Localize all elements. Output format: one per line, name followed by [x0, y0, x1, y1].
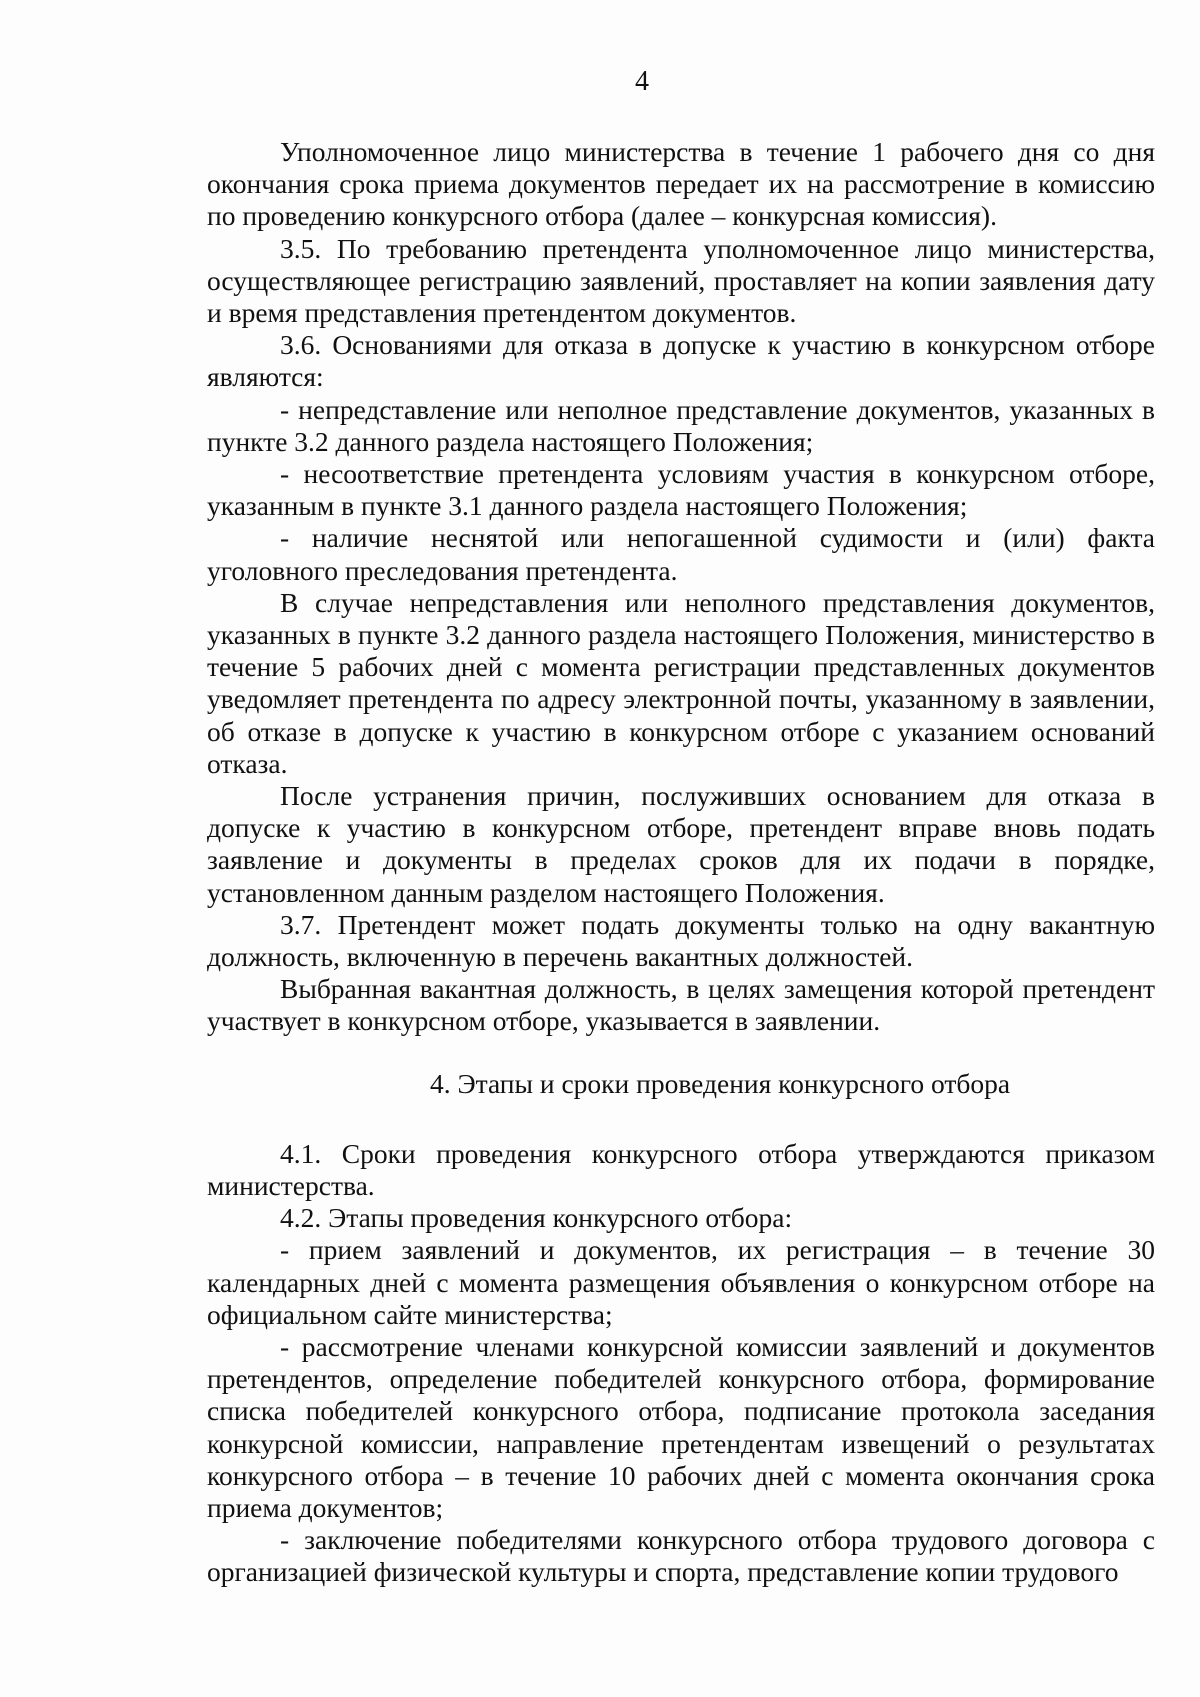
page-number: 4 [635, 66, 649, 97]
paragraph: 3.6. Основаниями для отказа в допуске к участию в конкурсном отборе являются: [207, 329, 1155, 393]
list-item: - непредставление или неполное представление документов, указанных в пункте 3.2 данного раздела настоящего Положения; [207, 393, 1155, 457]
list-item: - заключение победителями конкурсного отбора трудового договора с организацией физической культуры и спорта, представление копии трудового [207, 1524, 1155, 1588]
section-heading: 4. Этапы и сроки проведения конкурсного отбора [429, 1067, 1011, 1099]
paragraph: 4.1. Сроки проведения конкурсного отбора утверждаются приказом министерства. [207, 1137, 1155, 1201]
paragraph: После устранения причин, послуживших основанием для отказа в допуске к участию в конкурсном отборе, претендент вправе вновь подать заявление и документы в пределах сроков для их подачи в порядке, установленном данным разделом настоящего Положения. [207, 780, 1155, 908]
document-body [207, 136, 1155, 1589]
list-item: - прием заявлений и документов, их регистрация – в течение 30 календарных дней с момента размещения объявления о конкурсном отборе на официальном сайте министерства; [207, 1234, 1155, 1330]
list-item: - рассмотрение членами конкурсной комиссии заявлений и документов претендентов, определение победителей конкурсного отбора, формирование списка победителей конкурсного отбора, подписание протокола заседания конкурсной комиссии, направление претендентам извещений о результатах конкурсного отбора – в течение 10 рабочих дней с момента окончания срока приема документов; [207, 1330, 1155, 1523]
paragraph: 4.2. Этапы проведения конкурсного отбора: [280, 1202, 793, 1234]
paragraph: 3.7. Претендент может подать документы только на одну вакантную должность, включенную в перечень вакантных должностей. [207, 908, 1155, 973]
paragraph: Уполномоченное лицо министерства в течение 1 рабочего дня со дня окончания срока приема документов передает их на рассмотрение в комиссию по проведению конкурсного отбора (далее – конкурсная комиссия). [207, 136, 1155, 232]
list-item: - несоответствие претендента условиям участия в конкурсном отборе, указанным в пункте 3.1 данного раздела настоящего Положения; [207, 458, 1155, 522]
list-item: - наличие неснятой или непогашенной судимости и (или) факта уголовного преследования претендента. [207, 522, 1155, 586]
paragraph: В случае непредставления или неполного представления документов, указанных в пункте 3.2 данного раздела настоящего Положения, министерство в течение 5 рабочих дней с момента регистрации представленных документов уведомляет претендента по адресу электронной почты, указанному в заявлении, об отказе в допуске к участию в конкурсном отборе с указанием оснований отказа. [207, 586, 1155, 779]
paragraph: 3.5. По требованию претендента уполномоченное лицо министерства, осуществляющее регистрацию заявлений, проставляет на копии заявления дату и время представления претендентом документов. [207, 232, 1155, 329]
paragraph: Выбранная вакантная должность, в целях замещения которой претендент участвует в конкурсном отборе, указывается в заявлении. [207, 973, 1155, 1037]
